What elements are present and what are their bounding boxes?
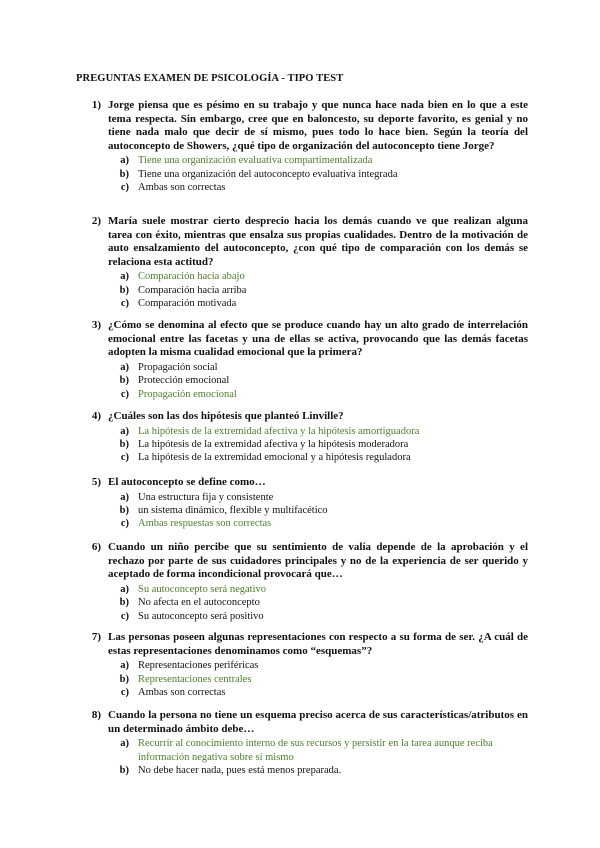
option-text: Ambas son correctas [138,687,226,698]
option-text: Tiene una organización evaluativa compartimentalizada [138,155,373,167]
question-text: María suele mostrar cierto desprecio hacia los demás cuando ve que realizan alguna tarea con éxito, mientras que ensalza sus propias cualidades. Dentro de la motivación de auto ensalzamiento del autoconcepto, ¿con qué tipo de comparación con los demás se relaciona esta actitud? [108,215,528,268]
question [76,476,528,531]
question [76,410,528,465]
option-letter: a) [120,425,129,437]
question-number: 4) [91,410,101,422]
option [108,374,528,387]
option-list [108,154,528,194]
option [108,686,528,699]
question-body [108,709,528,777]
option-letter: c) [120,687,129,698]
option-list [108,737,528,777]
question-text: ¿Cuáles son las dos hipótesis que planteó Linville? [108,410,344,422]
option [108,659,528,672]
option-letter: c) [120,610,129,622]
option-text: Propagación emocional [138,388,237,400]
option-letter: b) [119,505,129,516]
option [108,181,528,194]
option-text: Comparación motivada [138,298,237,310]
option [108,361,528,374]
option [108,491,528,504]
question-number: 5) [91,476,101,488]
option-letter: a) [120,271,129,283]
option-text: Representaciones periféricas [138,660,259,672]
option-correct [108,673,528,686]
option-text: No debe hacer nada, pues está menos preparada. [138,765,342,776]
option [108,504,528,517]
option-letter: b) [119,673,129,685]
option-letter: c) [120,298,129,310]
option-letter: c) [120,452,129,464]
option-letter: b) [119,439,129,450]
option-text: Una estructura fija y consistente [138,491,274,503]
option-text: Comparación hacia abajo [138,271,245,283]
option-letter: b) [119,597,129,609]
option-letter: c) [120,518,129,530]
question-number: 1) [91,99,101,111]
question-text: Cuando la persona no tiene un esquema preciso acerca de sus características/atributos en un determinado ámbito debe… [108,709,528,735]
option-text: La hipótesis de la extremidad afectiva y la hipótesis moderadora [138,439,409,450]
question-body [108,319,528,401]
question-body [108,631,528,699]
option-correct [108,388,528,401]
option-letter: b) [119,765,129,776]
option-correct [108,583,528,596]
question-text: El autoconcepto se define como… [108,476,266,488]
option-list [108,270,528,310]
question [76,99,528,195]
option [108,297,528,310]
question-body [108,99,528,195]
option-correct [108,154,528,167]
option-letter: b) [119,168,129,180]
question-text: Cuando un niño percibe que su sentimiento de valía depende de la aprobación y el rechazo por parte de sus cuidadores principales y no de la experiencia de ser querido y aceptado de forma incondicional provocará que… [108,541,528,581]
question-number: 3) [91,319,101,331]
option-text: Su autoconcepto será negativo [138,583,266,595]
question-body [108,410,528,465]
option-text: Ambas son correctas [138,182,226,194]
option-text: La hipótesis de la extremidad emocional y a hipótesis reguladora [138,452,411,464]
question-number: 2) [91,215,101,227]
option-correct [108,737,528,764]
option-text: Representaciones centrales [138,673,252,685]
question [76,319,528,401]
option-list [108,659,528,699]
option-list [108,425,528,465]
question-text: Las personas poseen algunas representaciones con respecto a su forma de ser. ¿A cuál de estas representaciones denominamos como “esquemas”? [108,631,528,657]
question-number: 6) [91,541,101,553]
option [108,596,528,609]
option [108,610,528,623]
option [108,764,528,777]
option-text: Recurrir al conocimiento interno de sus recursos y persistir en la tarea aunque reciba información negativa sobre sí mismo [138,738,493,763]
question-number: 8) [91,709,101,721]
option-correct [108,517,528,530]
option-list [108,583,528,623]
option-list [108,491,528,531]
question-text: Jorge piensa que es pésimo en su trabajo y que nunca hace nada bien en lo que a este tema respecta. Sin embargo, cree que en baloncesto, su deporte favorito, es genial y no tiene nada malo que decir de sí mismo, pues todo lo hace bien. Según la teoría del autoconcepto de Showers, ¿qué tipo de organización del autoconcepto tiene Jorge? [108,99,528,152]
option-correct [108,270,528,283]
option-letter: c) [120,182,129,194]
option-letter: c) [120,388,129,400]
option-text: La hipótesis de la extremidad afectiva y la hipótesis amortiguadora [138,425,420,437]
option-list [108,361,528,401]
question [76,215,528,311]
question-body [108,476,528,531]
question [76,709,528,777]
question [76,631,528,699]
option-letter: a) [120,738,129,750]
option [108,451,528,464]
question-body [108,215,528,311]
question-text: ¿Cómo se denomina al efecto que se produce cuando hay un alto grado de interrelación emocional entre las facetas y una de ellas se activa, provocando que las demás facetas adopten la misma cualidad emocional que la primera? [108,319,528,359]
option-letter: b) [119,375,129,387]
option-text: un sistema dinámico, flexible y multifacético [138,505,328,516]
option [108,284,528,297]
option [108,438,528,451]
question-number: 7) [91,631,101,643]
option-text: Protección emocional [138,375,230,387]
option-text: Comparación hacia arriba [138,284,247,296]
option-text: Ambas respuestas son correctas [138,518,272,530]
question-body [108,541,528,623]
option-text: Propagación social [138,361,218,373]
question [76,541,528,623]
option [108,168,528,181]
document-title: PREGUNTAS EXAMEN DE PSICOLOGÍA - TIPO TEST [76,73,344,84]
option-text: Tiene una organización del autoconcepto evaluativa integrada [138,168,398,180]
option-letter: a) [120,361,129,373]
option-letter: a) [120,491,129,503]
option-letter: a) [120,660,129,672]
option-text: No afecta en el autoconcepto [138,597,260,609]
option-text: Su autoconcepto será positivo [138,610,264,622]
option-letter: a) [120,155,129,167]
option-correct [108,425,528,438]
option-letter: a) [120,583,129,595]
option-letter: b) [119,284,129,296]
